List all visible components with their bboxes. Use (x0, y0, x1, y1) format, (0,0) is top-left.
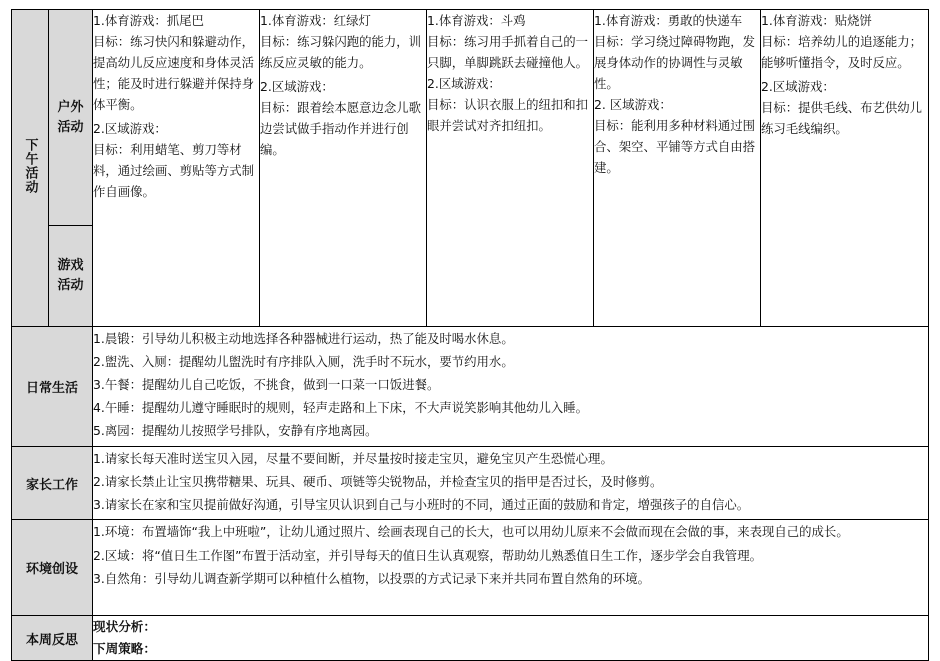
outdoor-game-title: 1.体育游戏：红绿灯 (260, 13, 371, 28)
area-game-goal: 目标：提供毛线、布艺供幼儿练习毛线编织。 (761, 100, 923, 136)
outdoor-game-goal: 目标：培养幼儿的追逐能力；能够听懂指令，及时反应。 (761, 34, 923, 70)
daily-life-label: 日常生活 (12, 327, 93, 447)
area-game-title: 2. 区域游戏： (594, 97, 672, 112)
environment-label: 环境创设 (12, 520, 93, 616)
area-game-title: 2.区域游戏： (93, 121, 167, 136)
area-game-title: 2.区域游戏： (427, 76, 501, 91)
day-cell (761, 10, 929, 327)
parent-work-label: 家长工作 (12, 447, 93, 520)
list-item: 2.盥洗、入厕：提醒幼儿盥洗时有序排队入厕，洗手时不玩水，要节约用水。 (93, 354, 514, 369)
day-cell (427, 10, 594, 327)
outdoor-game-title: 1.体育游戏：勇敢的快递车 (594, 13, 743, 28)
next-week-strategy-label: 下周策略： (93, 641, 156, 656)
area-game-title: 2.区域游戏： (761, 79, 835, 94)
area-game-title: 2.区域游戏： (260, 79, 334, 94)
list-item: 5.离园：提醒幼儿按照学号排队，安静有序地离园。 (93, 423, 378, 438)
list-item: 3.自然角：引导幼儿调查新学期可以种植什么植物，以投票的方式记录下来并共同布置自然角的环境。 (93, 571, 651, 586)
outdoor-game-title: 1.体育游戏：斗鸡 (427, 13, 526, 28)
outdoor-game-title: 1.体育游戏：贴烧饼 (761, 13, 872, 28)
outdoor-game-goal: 目标：练习用手抓着自己的一只脚，单脚跳跃去碰撞他人。 (427, 34, 589, 70)
day-cell (260, 10, 427, 327)
reflection-content (93, 616, 929, 661)
area-game-goal: 目标：利用蜡笔、剪刀等材料，通过绘画、剪贴等方式制作自画像。 (93, 142, 255, 199)
day-cell (594, 10, 761, 327)
area-game-goal: 目标：能利用多种材料通过围合、架空、平铺等方式自由搭建。 (594, 118, 756, 175)
afternoon-section-label: 下午活动 (12, 10, 49, 327)
area-game-goal: 目标：认识衣服上的纽扣和扣眼并尝试对齐扣纽扣。 (427, 97, 589, 133)
list-item: 1.环境：布置墙饰“我上中班啦”，让幼儿通过照片、绘画表现自己的长大，也可以用幼儿原来不会做而现在会做的事，来表现自己的成长。 (93, 524, 849, 539)
status-analysis-label: 现状分析： (93, 619, 156, 634)
list-item: 4.午睡：提醒幼儿遵守睡眠时的规则，轻声走路和上下床，不大声说笑影响其他幼儿入睡。 (93, 400, 589, 415)
list-item: 3.请家长在家和宝贝提前做好沟通，引导宝贝认识到自己与小班时的不同，通过正面的鼓励和肯定，增强孩子的自信心。 (93, 497, 750, 512)
weekly-plan-table (11, 9, 929, 661)
outdoor-game-goal: 目标：学习绕过障碍物跑，发展身体动作的协调性与灵敏性。 (594, 34, 756, 91)
list-item: 3.午餐：提醒幼儿自己吃饭，不挑食，做到一口菜一口饭进餐。 (93, 377, 440, 392)
daily-life-content (93, 327, 929, 447)
list-item: 2.请家长禁止让宝贝携带糖果、玩具、硬币、项链等尖锐物品，并检查宝贝的指甲是否过长，及时修剪。 (93, 474, 663, 489)
list-item: 1.请家长每天准时送宝贝入园，尽量不要间断，并尽量按时接走宝贝，避免宝贝产生恐慌心理。 (93, 451, 613, 466)
outdoor-activity-label: 户外活动 (49, 10, 93, 226)
outdoor-game-goal: 目标：练习躲闪跑的能力，训练反应灵敏的能力。 (260, 34, 422, 70)
reflection-label: 本周反思 (12, 616, 93, 661)
outdoor-game-title: 1.体育游戏：抓尾巴 (93, 13, 204, 28)
list-item: 1.晨锻：引导幼儿积极主动地选择各种器械进行运动，热了能及时喝水休息。 (93, 331, 514, 346)
area-game-goal: 目标：跟着绘本愿意边念儿歌边尝试做手指动作并进行创编。 (260, 100, 422, 157)
parent-work-content (93, 447, 929, 520)
day-cell (93, 10, 260, 327)
environment-content (93, 520, 929, 616)
outdoor-game-goal: 目标：练习快闪和躲避动作，提高幼儿反应速度和身体灵活性；能及时进行躲避并保持身体平衡。 (93, 34, 255, 112)
game-activity-label: 游戏活动 (49, 226, 93, 327)
list-item: 2.区域：将“值日生工作图”布置于活动室，并引导每天的值日生认真观察，帮助幼儿熟悉值日生工作，逐步学会自我管理。 (93, 547, 762, 563)
